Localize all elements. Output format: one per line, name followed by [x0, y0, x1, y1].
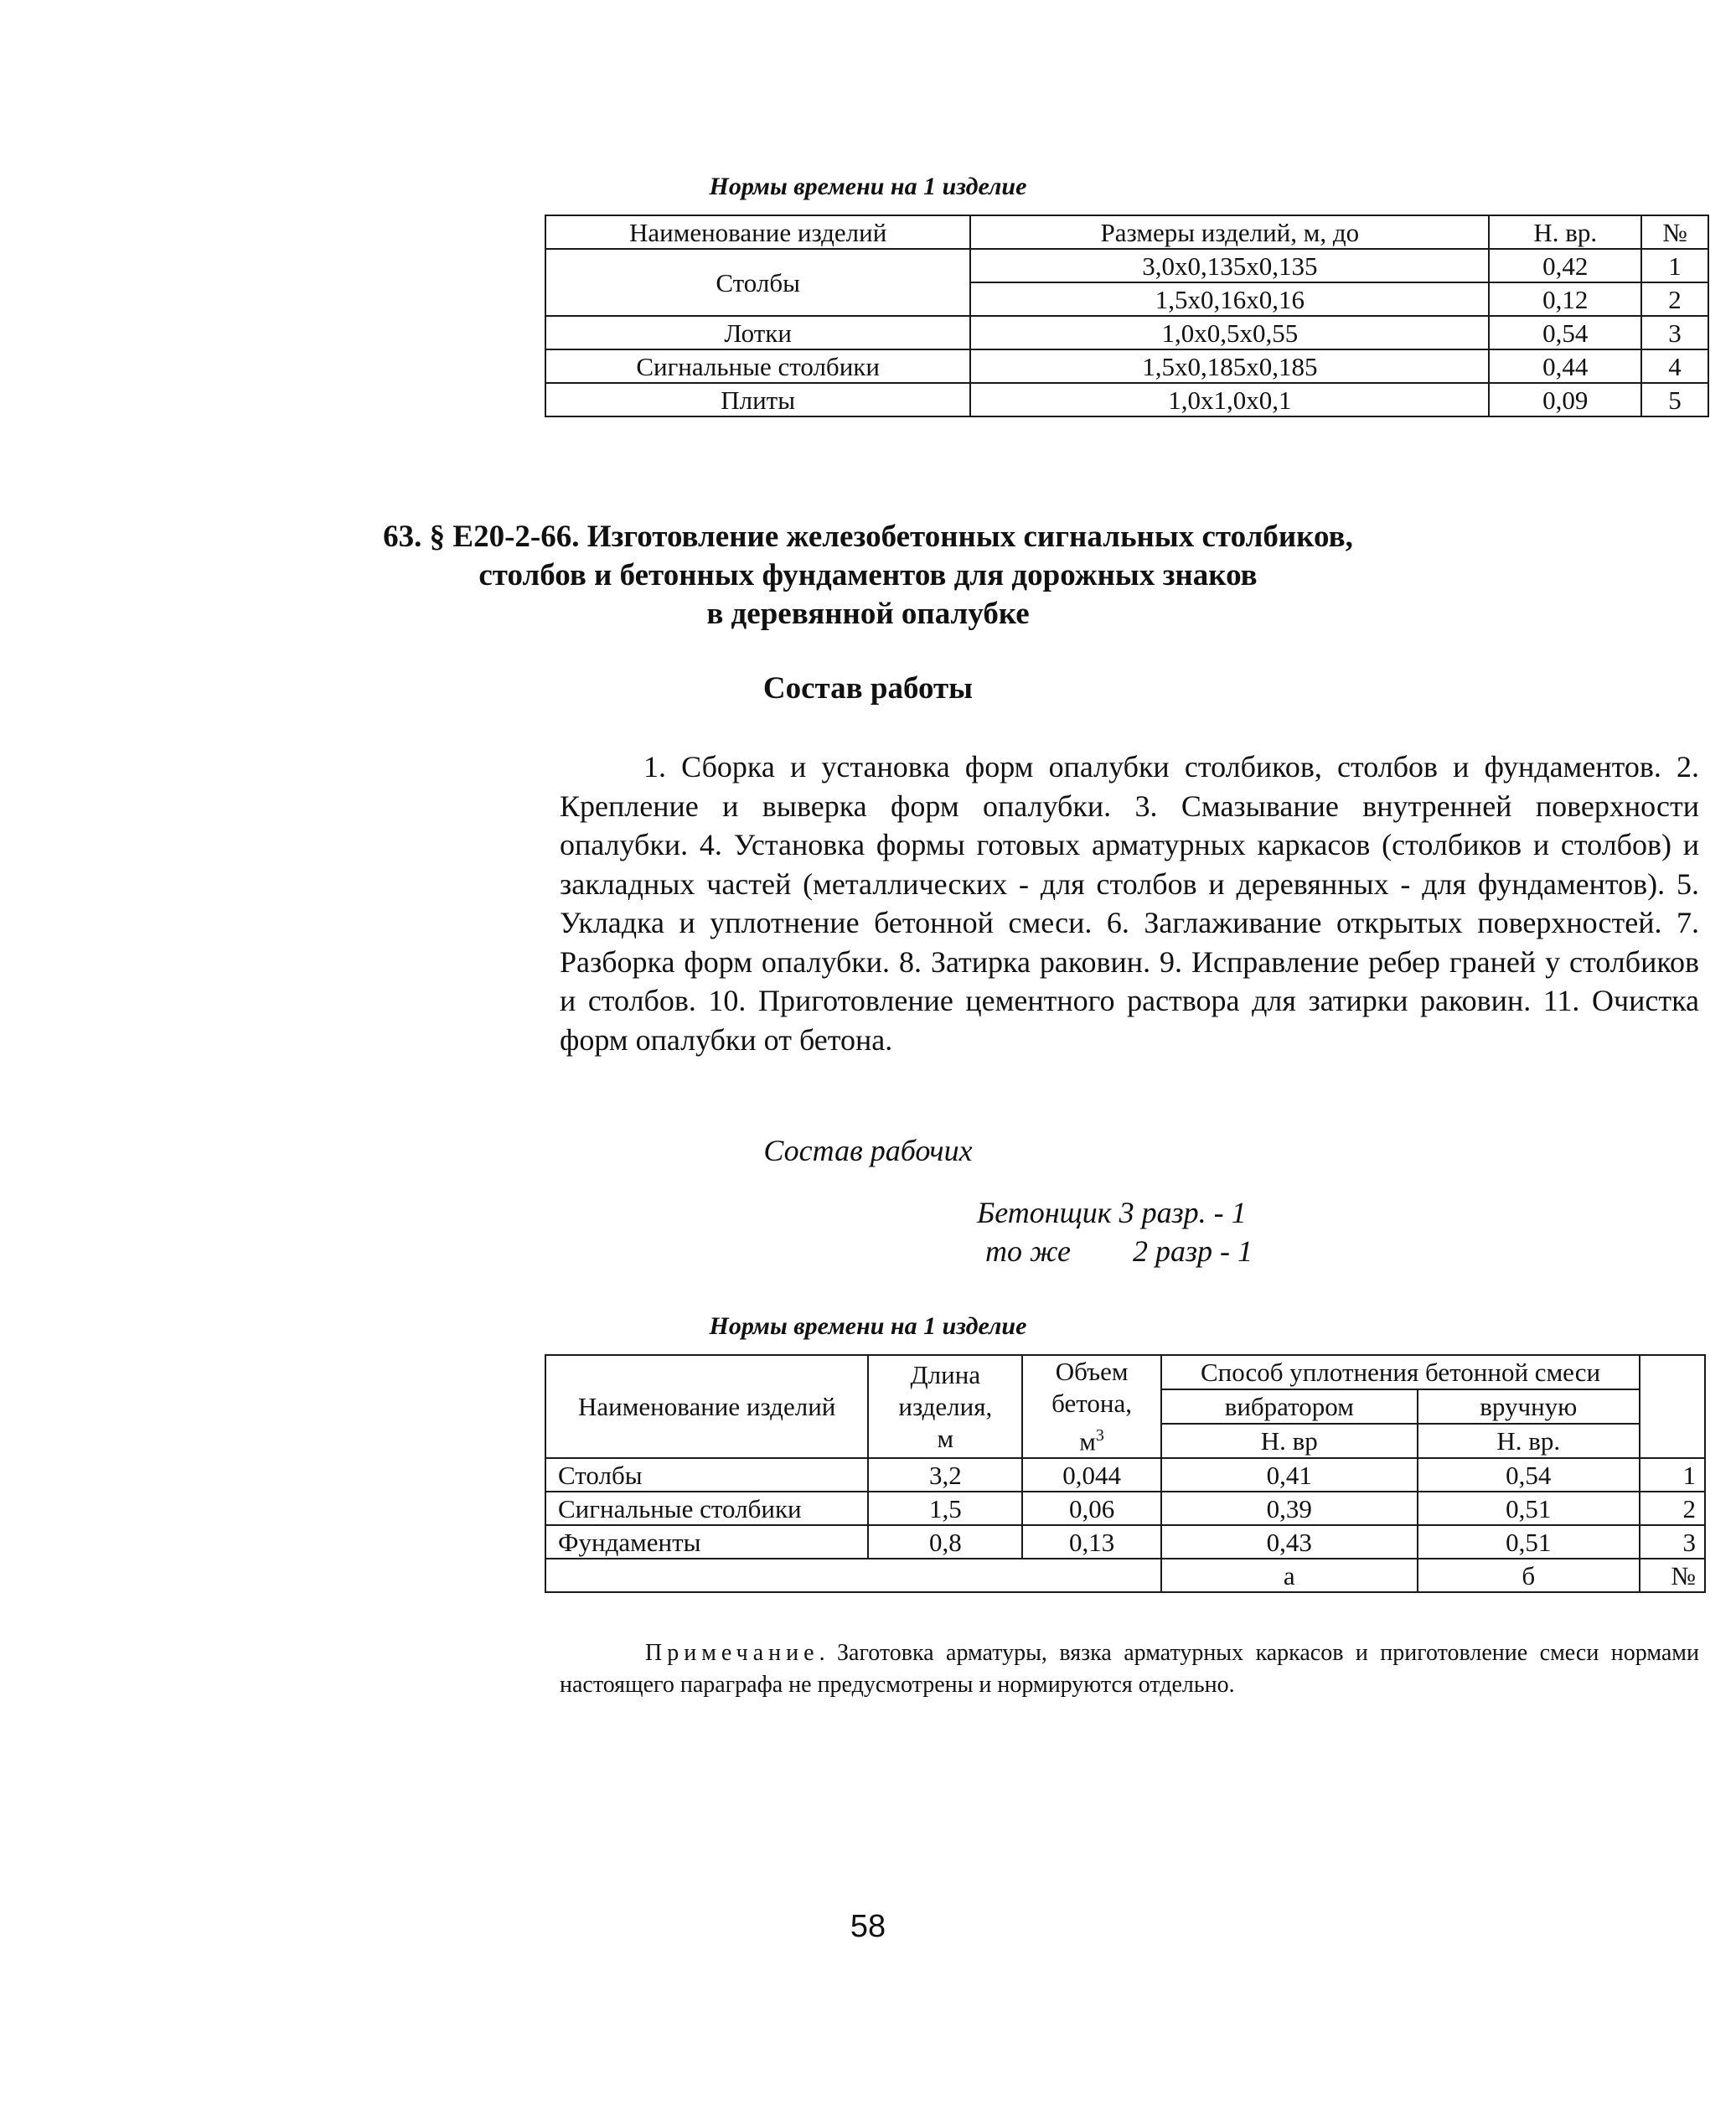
- header-number: №: [1641, 215, 1708, 249]
- row-length: 0,8: [868, 1525, 1022, 1559]
- header-volume: [1022, 1355, 1161, 1458]
- row-vibrator: 0,43: [1161, 1525, 1418, 1559]
- header-vibrator: вибратором: [1161, 1389, 1418, 1424]
- table-row: [545, 1492, 1705, 1525]
- row-number: 2: [1641, 282, 1708, 316]
- header-length-line3: м: [937, 1423, 954, 1453]
- row-volume: 0,06: [1022, 1492, 1161, 1525]
- table-header-row: [545, 1355, 1705, 1389]
- workers-title: Состав рабочих: [763, 1134, 973, 1167]
- table1-caption: Нормы времени на 1 изделие: [709, 173, 1027, 200]
- header-manual: вручную: [1418, 1389, 1640, 1424]
- header-name: Наименование изделий: [545, 215, 970, 249]
- header-volume-line2: бетона,: [1051, 1389, 1133, 1418]
- header-size: Размеры изделий, м, до: [970, 215, 1489, 249]
- header-length: [868, 1355, 1022, 1458]
- header-number-blank: [1640, 1355, 1705, 1458]
- row-vibrator: 0,41: [1161, 1458, 1418, 1492]
- row-size: 1,5х0,16х0,16: [970, 282, 1489, 316]
- table-header-row: [545, 215, 1708, 249]
- row-manual: 0,54: [1418, 1458, 1640, 1492]
- header-length-line1: Длина: [910, 1359, 981, 1389]
- workers-line2-value: 2 разр - 1: [1133, 1234, 1253, 1268]
- row-norm: 0,54: [1489, 316, 1641, 349]
- footer-col-a: а: [1161, 1559, 1418, 1592]
- note-label: Примечание: [645, 1640, 819, 1666]
- norms-table-2: [545, 1354, 1706, 1593]
- row-number: 5: [1641, 383, 1708, 416]
- header-name: Наименование изделий: [545, 1355, 868, 1458]
- row-name: Столбы: [545, 1458, 868, 1492]
- footer-blank: [545, 1559, 1161, 1592]
- section-heading-line2: столбов и бетонных фундаментов для дорожных знаков: [478, 558, 1258, 592]
- table-footer-row: [545, 1559, 1705, 1592]
- row-number: 1: [1641, 249, 1708, 282]
- row-norm: 0,42: [1489, 249, 1641, 282]
- row-volume: 0,044: [1022, 1458, 1161, 1492]
- header-volume-line1: Объем: [1055, 1357, 1129, 1386]
- table-row: [545, 316, 1708, 349]
- section-heading-line3: в деревянной опалубке: [706, 597, 1030, 631]
- note: [560, 1637, 1699, 1701]
- row-number: 3: [1640, 1525, 1705, 1559]
- row-name: Лотки: [545, 316, 970, 349]
- row-name: Сигнальные столбики: [545, 349, 970, 383]
- header-norm: Н. вр.: [1489, 215, 1641, 249]
- row-vibrator: 0,39: [1161, 1492, 1418, 1525]
- row-name: Плиты: [545, 383, 970, 416]
- section-heading-line1: 63. § Е20-2-66. Изготовление железобетонных сигнальных столбиков,: [383, 520, 1353, 554]
- row-manual: 0,51: [1418, 1492, 1640, 1525]
- note-text: . Заготовка арматуры, вязка арматурных каркасов и приготовление смеси нормами настоящего параграфа не предусмотрены и нормируются отдельно.: [560, 1640, 1699, 1698]
- table-row: [545, 1525, 1705, 1559]
- row-number: 2: [1640, 1492, 1705, 1525]
- row-volume: 0,13: [1022, 1525, 1161, 1559]
- table-row: [545, 349, 1708, 383]
- work-composition-text: 1. Сборка и установка форм опалубки столбиков, столбов и фундаментов. 2. Крепление и выверка форм опалубки. 3. Смазывание внутренней поверхности опалубки. 4. Установка формы готовых арматурных каркасов (столбиков и столбов) и закладных частей (металлических - для столбов и деревянных - для фундаментов). 5. Укладка и уплотнение бетонной смеси. 6. Заглаживание открытых поверхностей. 7. Разборка форм опалубки. 8. Затирка раковин. 9. Исправление ребер граней у столбиков и столбов. 10. Приготовление цементного раствора для затирки раковин. 11. Очистка форм опалубки от бетона.: [560, 750, 1699, 1057]
- header-norm-a: Н. вр: [1161, 1424, 1418, 1458]
- row-norm: 0,12: [1489, 282, 1641, 316]
- norms-table-1: [545, 215, 1709, 417]
- header-length-line2: изделия,: [898, 1391, 993, 1421]
- header-volume-line3: $м^3$: [1079, 1426, 1104, 1456]
- row-size: 1,5х0,185х0,185: [970, 349, 1489, 383]
- row-length: 1,5: [868, 1492, 1022, 1525]
- row-number: 1: [1640, 1458, 1705, 1492]
- row-length: 3,2: [868, 1458, 1022, 1492]
- header-method: Способ уплотнения бетонной смеси: [1161, 1355, 1640, 1389]
- row-name: Столбы: [545, 249, 970, 316]
- table-row: [545, 249, 1708, 282]
- page-number: 58: [850, 1909, 886, 1944]
- footer-number: №: [1640, 1559, 1705, 1592]
- work-composition-title: Состав работы: [762, 671, 974, 706]
- row-manual: 0,51: [1418, 1525, 1640, 1559]
- row-number: 3: [1641, 316, 1708, 349]
- workers-line1: Бетонщик 3 разр. - 1: [977, 1196, 1247, 1229]
- row-size: 1,0х0,5х0,55: [970, 316, 1489, 349]
- row-size: 1,0х1,0х0,1: [970, 383, 1489, 416]
- table-row: [545, 383, 1708, 416]
- table-row: [545, 1458, 1705, 1492]
- row-norm: 0,09: [1489, 383, 1641, 416]
- row-number: 4: [1641, 349, 1708, 383]
- header-norm-b: Н. вр.: [1418, 1424, 1640, 1458]
- row-size: 3,0х0,135х0,135: [970, 249, 1489, 282]
- row-name: Фундаменты: [545, 1525, 868, 1559]
- footer-col-b: б: [1418, 1559, 1640, 1592]
- row-name: Сигнальные столбики: [545, 1492, 868, 1525]
- section-heading: [0, 518, 1736, 634]
- row-norm: 0,44: [1489, 349, 1641, 383]
- table2-caption: Нормы времени на 1 изделие: [709, 1312, 1027, 1340]
- workers-line2-label: то же: [985, 1234, 1071, 1268]
